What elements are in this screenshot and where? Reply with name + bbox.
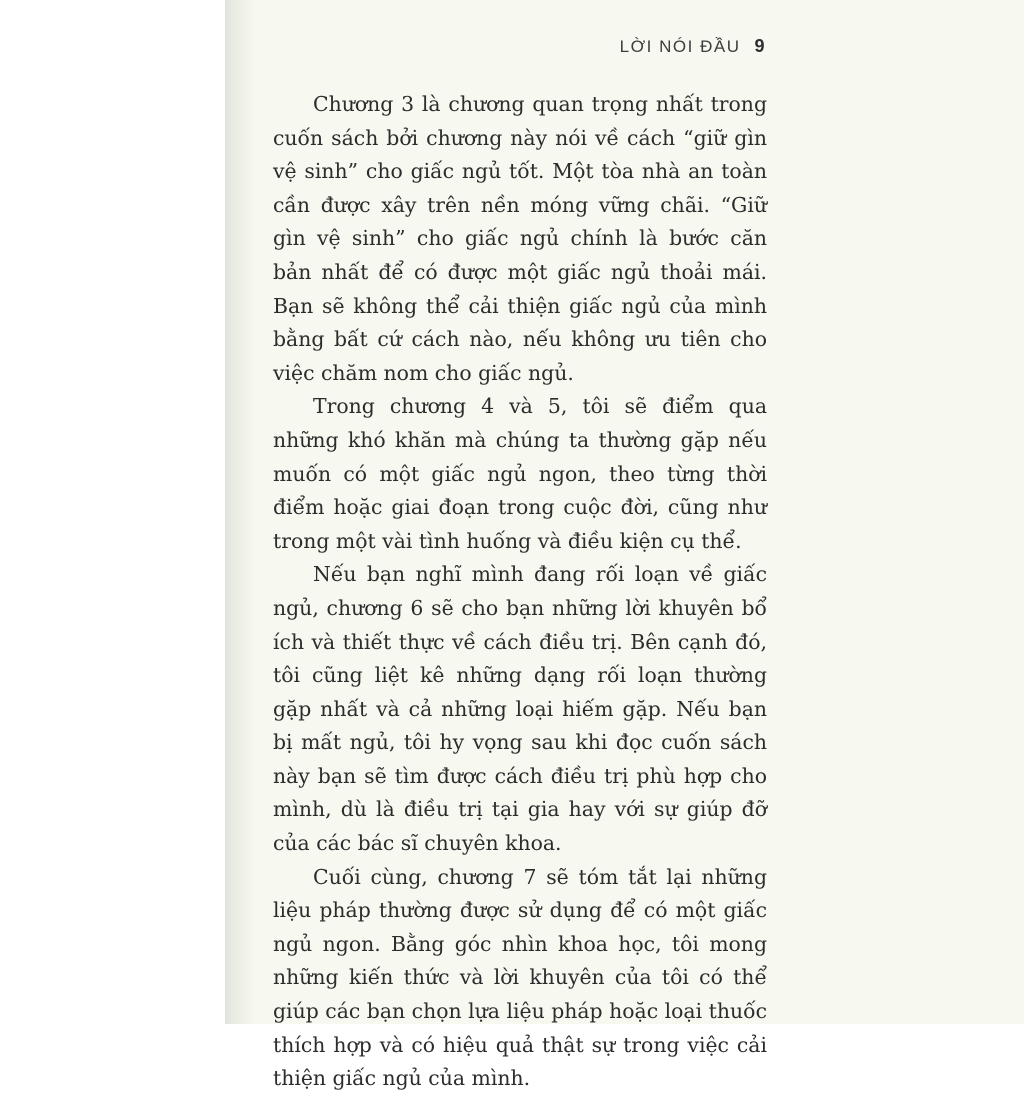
chapter-title: LỜI NÓI ĐẦU: [619, 37, 741, 56]
page-number: 9: [754, 36, 766, 56]
body-text: [273, 88, 767, 1096]
paragraph-4: Cuối cùng, chương 7 sẽ tóm tắt lại những liệu pháp thường được sử dụng để có một giấc ngủ ngon. Bằng góc nhìn khoa học, tôi mong những kiến thức và lời khuyên của tôi có thể giúp các bạn chọn lựa liệu pháp hoặc loại thuốc thích hợp và có hiệu quả thật sự trong việc cải thiện giấc ngủ của mình.: [273, 864, 767, 1091]
paragraph-3: Nếu bạn nghĩ mình đang rối loạn về giấc ngủ, chương 6 sẽ cho bạn những lời khuyên bổ ích và thiết thực về cách điều trị. Bên cạnh đó, tôi cũng liệt kê những dạng rối loạn thường gặp nhất và cả những loại hiếm gặp. Nếu bạn bị mất ngủ, tôi hy vọng sau khi đọc cuốn sách này bạn sẽ tìm được cách điều trị phù hợp cho mình, dù là điều trị tại gia hay với sự giúp đỡ của các bác sĩ chuyên khoa.: [273, 562, 767, 856]
running-header: [620, 36, 766, 57]
paragraph-1: Chương 3 là chương quan trọng nhất trong cuốn sách bởi chương này nói về cách “giữ gìn vệ sinh” cho giấc ngủ tốt. Một tòa nhà an toàn cần được xây trên nền móng vững chãi. “Giữ gìn vệ sinh” cho giấc ngủ chính là bước căn bản nhất để có được một giấc ngủ thoải mái. Bạn sẽ không thể cải thiện giấc ngủ của mình bằng bất cứ cách nào, nếu không ưu tiên cho việc chăm nom cho giấc ngủ.: [273, 92, 767, 385]
page-gutter-shadow: [225, 0, 255, 1024]
paragraph-2: Trong chương 4 và 5, tôi sẽ điểm qua những khó khăn mà chúng ta thường gặp nếu muốn có một giấc ngủ ngon, theo từng thời điểm hoặc giai đoạn trong cuộc đời, cũng như trong một vài tình huống và điều kiện cụ thể.: [273, 394, 767, 553]
